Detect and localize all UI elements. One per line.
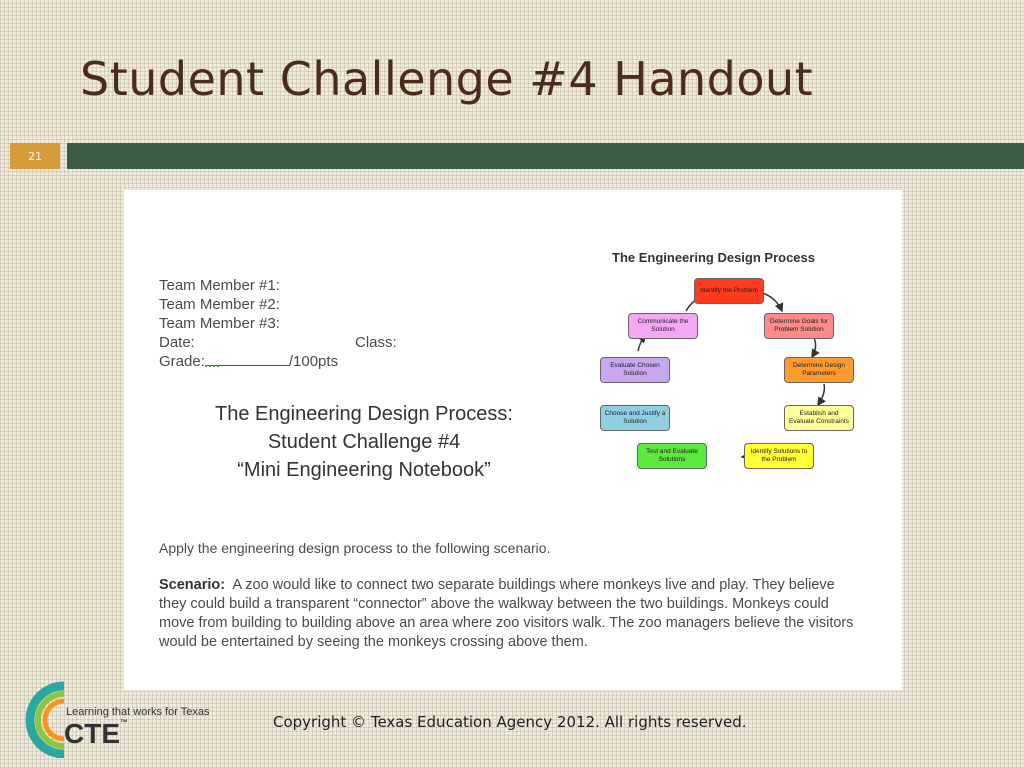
cte-logo xyxy=(24,680,214,758)
step-communicate: Communicate the Solution xyxy=(628,313,698,339)
grade-suffix: /100pts xyxy=(288,353,339,370)
step-identify-solutions: Identify Solutions to the Problem xyxy=(744,443,814,469)
step-determine-goals: Determine Goals for Problem Solution xyxy=(764,313,834,339)
instructions-text: Apply the engineering design process to the following scenario. xyxy=(159,540,551,556)
step-establish-constraints: Establish and Evaluate Constraints xyxy=(784,405,854,431)
scenario-label: Scenario: xyxy=(159,577,226,593)
heading-line-3: “Mini Engineering Notebook” xyxy=(237,459,491,481)
scenario-paragraph xyxy=(159,576,859,652)
logo-wordmark: CTE™ xyxy=(64,718,128,749)
step-test-evaluate: Test and Evaluate Solutions xyxy=(637,443,707,469)
page-number-badge: 21 xyxy=(10,143,60,169)
team-member-2-label: Team Member #2: xyxy=(159,296,280,313)
scenario-text: A zoo would like to connect two separate buildings where monkeys live and play. They believe they could build a transparent “connector” above the walkway between the two buildings. Monkeys could move from building to building above an area where zoo visitors walk. The zoo managers believe the visitors would be entertained by seeing the monkeys crossing above them. xyxy=(159,577,854,650)
design-process-cycle xyxy=(594,275,864,475)
team-info-block xyxy=(159,276,397,371)
team-member-1-label: Team Member #1: xyxy=(159,277,280,294)
logo-tagline: Learning that works for Texas xyxy=(66,706,210,718)
grade-blank-line xyxy=(205,352,289,366)
slide-title: Student Challenge #4 Handout xyxy=(80,52,814,106)
copyright-notice: Copyright © Texas Education Agency 2012. All rights reserved. xyxy=(273,713,747,731)
heading-line-1: The Engineering Design Process: xyxy=(215,403,513,425)
diagram-title: The Engineering Design Process xyxy=(612,250,815,265)
date-label: Date: xyxy=(159,334,195,351)
grade-label: Grade: xyxy=(159,353,205,370)
class-label: Class: xyxy=(355,334,397,351)
step-choose-justify: Choose and Justify a Solution xyxy=(600,405,670,431)
team-member-3-label: Team Member #3: xyxy=(159,315,280,332)
step-evaluate-chosen: Evaluate Chosen Solution xyxy=(600,357,670,383)
handout-heading xyxy=(164,400,564,484)
handout-image xyxy=(124,190,902,690)
step-identify-problem: Identify the Problem xyxy=(694,278,764,304)
heading-line-2: Student Challenge #4 xyxy=(267,431,461,453)
step-design-parameters: Determine Design Parameters xyxy=(784,357,854,383)
title-divider-bar xyxy=(67,143,1024,169)
